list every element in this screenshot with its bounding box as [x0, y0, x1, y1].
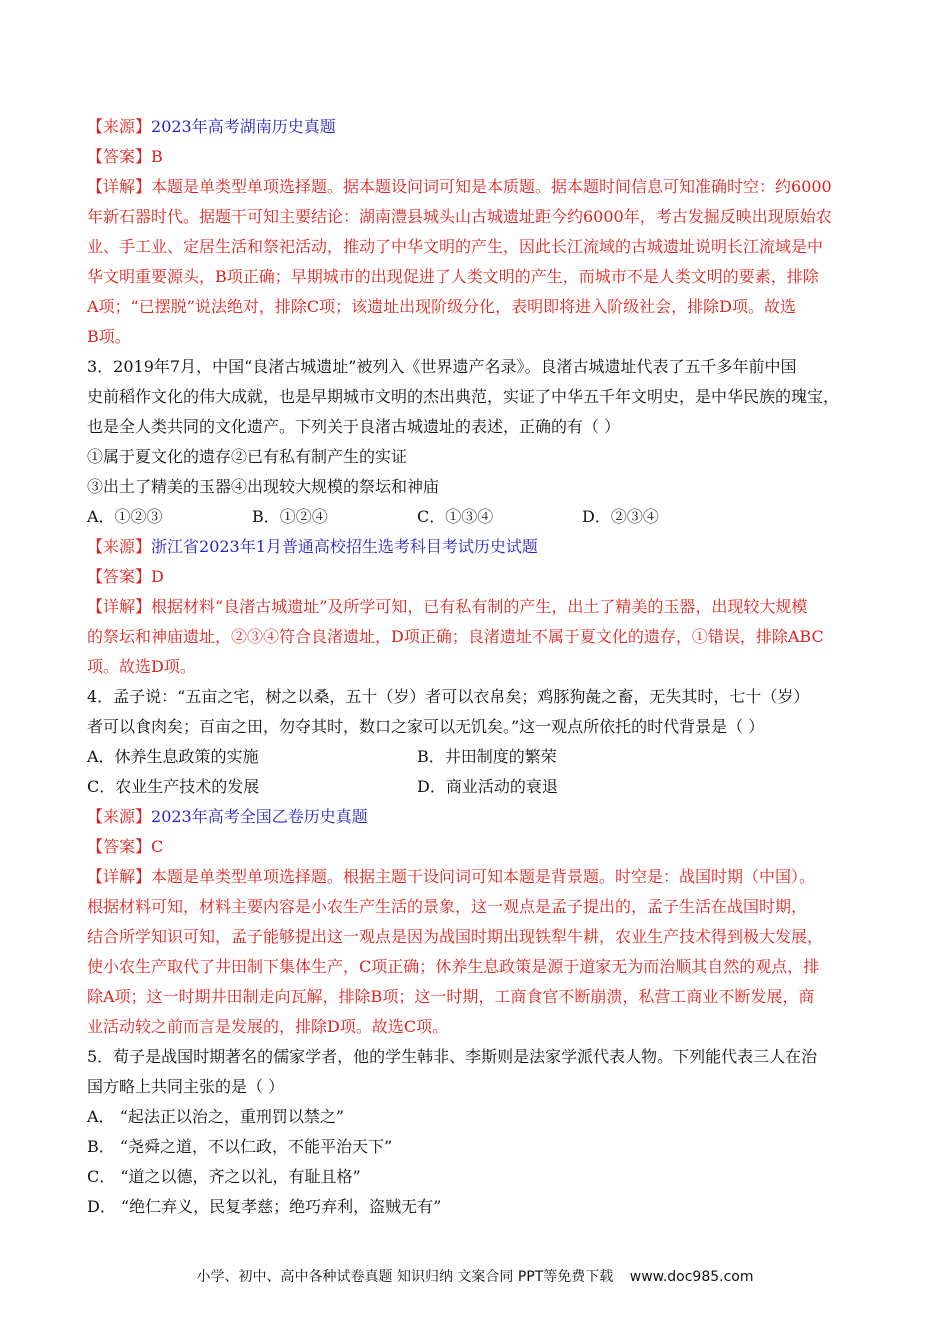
q4-stem-line: 4．孟子说：“五亩之宅，树之以桑，五十（岁）者可以衣帛矣；鸡豚狗彘之畜，无失其时，七十（岁） — [87, 687, 810, 706]
option-c: C．农业生产技术的发展 — [87, 777, 260, 796]
option-c: C．①③④ — [417, 507, 494, 526]
answer-tag: 【答案】 — [87, 567, 152, 586]
q4-detail-line: 业活动较之前而言是发展的，排除D项。故选C项。 — [87, 1017, 449, 1036]
source-text: 浙江省2023年1月普通高校招生选考科目考试历史试题 — [151, 537, 538, 556]
document-page — [87, 112, 867, 1222]
q2-detail-line: 【详解】本题是单类型单项选择题。据本题设问词可知是本质题。据本题时间信息可知准确时空：约6000 — [87, 177, 832, 196]
source-text: 2023年高考全国乙卷历史真题 — [151, 807, 368, 826]
q4-detail-line: 结合所学知识可知，孟子能够提出这一观点是因为战国时期出现铁犁牛耕，农业生产技术得到极大发展， — [87, 927, 824, 946]
q3-detail-line: 【详解】根据材料“良渚古城遗址”及所学可知，已有私有制的产生，出土了精美的玉器，出现较大规模 — [87, 597, 808, 616]
q2-detail-line: 华文明重要源头，B项正确；早期城市的出现促进了人类文明的产生，而城市不是人类文明的要素，排除 — [87, 267, 819, 286]
footer-slogan: 小学、初中、高中各种试卷真题 知识归纳 文案合同 PPT等免费下载 — [196, 1269, 614, 1285]
source-tag: 【来源】 — [87, 537, 152, 556]
q2-detail-line: A项；“已摆脱”说法绝对，排除C项；该遗址出现阶级分化，表明即将进入阶级社会，排除D项。故选 — [87, 297, 796, 316]
source-tag: 【来源】 — [87, 117, 152, 136]
q3-stem-line: 3．2019年7月，中国“良渚古城遗址”被列入《世界遗产名录》。良渚古城遗址代表了五千多年前中国 — [87, 357, 797, 376]
q4-options-row — [87, 772, 867, 802]
option-b: B．井田制度的繁荣 — [417, 747, 557, 766]
page-footer — [0, 1266, 950, 1286]
q3-options — [87, 502, 867, 532]
q4-detail-line: 使小农生产取代了井田制下集体生产，C项正确；休养生息政策是源于道家无为而治顺其自然的观点，排 — [87, 957, 820, 976]
option-c: C． “道之以德，齐之以礼，有耻且格” — [87, 1167, 361, 1186]
q3-stem-line: 史前稻作文化的伟大成就，也是早期城市文明的杰出典范，实证了中华五千年文明史，是中华民族的瑰宝， — [87, 387, 840, 406]
q4-answer — [87, 832, 867, 862]
option-a: A． “起法正以治之，重刑罚以禁之” — [87, 1107, 345, 1126]
q3-source — [87, 532, 867, 562]
q4-options-row — [87, 742, 867, 772]
option-d: D．商业活动的衰退 — [417, 777, 558, 796]
q2-detail-line: B项。 — [87, 327, 131, 346]
detail-tag: 【详解】 — [87, 597, 152, 616]
source-text: 2023年高考湖南历史真题 — [151, 117, 336, 136]
answer-text: C — [151, 837, 164, 856]
answer-text: D — [151, 567, 164, 586]
answer-text: B — [151, 147, 163, 166]
q2-detail-line: 业、手工业、定居生活和祭祀活动，推动了中华文明的产生，因此长江流域的古城遗址说明长江流域是中 — [87, 237, 824, 256]
option-b: B．①②④ — [252, 507, 328, 526]
q4-detail-line: 根据材料可知，材料主要内容是小农生产生活的景象，这一观点是孟子提出的，孟子生活在战国时期， — [87, 897, 808, 916]
source-tag: 【来源】 — [87, 807, 152, 826]
q3-stem-line: ①属于夏文化的遗存②已有私有制产生的实证 — [87, 447, 408, 466]
q4-stem-line: 者可以食肉矣；百亩之田，勿夺其时，数口之家可以无饥矣。”这一观点所依托的时代背景是（ ） — [87, 717, 765, 736]
option-a: A．休养生息政策的实施 — [87, 747, 259, 766]
q2-answer — [87, 142, 867, 172]
option-a: A．①②③ — [87, 507, 163, 526]
answer-tag: 【答案】 — [87, 147, 152, 166]
q3-detail-line: 的祭坛和神庙遗址，②③④符合良渚遗址，D项正确；良渚遗址不属于夏文化的遗存，①错误，排除ABC — [87, 627, 824, 646]
q3-stem-line: 也是全人类共同的文化遗产。下列关于良渚古城遗址的表述，正确的有（ ） — [87, 417, 621, 436]
q3-answer — [87, 562, 867, 592]
q3-stem-line: ③出土了精美的玉器④出现较大规模的祭坛和神庙 — [87, 477, 440, 496]
q4-source — [87, 802, 867, 832]
option-b: B． “尧舜之道，不以仁政，不能平治天下” — [87, 1137, 393, 1156]
q2-source — [87, 112, 867, 142]
q5-stem-line: 5．荀子是战国时期著名的儒家学者，他的学生韩非、李斯则是法家学派代表人物。下列能代表三人在治 — [87, 1047, 818, 1066]
q4-detail-line: 除A项；这一时期井田制走向瓦解，排除B项；这一时期，工商食官不断崩溃，私营工商业不断发展，商 — [87, 987, 815, 1006]
detail-tag: 【详解】 — [87, 177, 152, 196]
footer-url[interactable]: www.doc985.com — [629, 1269, 754, 1285]
q2-detail-line: 年新石器时代。据题干可知主要结论：湖南澧县城头山古城遗址距今约6000年，考古发掘反映出现原始农 — [87, 207, 832, 226]
q5-stem-line: 国方略上共同主张的是（ ） — [87, 1077, 285, 1096]
option-d: D．②③④ — [582, 507, 659, 526]
q4-detail-line: 【详解】本题是单类型单项选择题。根据主题干设问词可知本题是背景题。时空是：战国时期（中国）。 — [87, 867, 816, 886]
q3-detail-line: 项。故选D项。 — [87, 657, 196, 676]
detail-tag: 【详解】 — [87, 867, 152, 886]
answer-tag: 【答案】 — [87, 837, 152, 856]
option-d: D． “绝仁弃义，民复孝慈；绝巧弃利，盗贼无有” — [87, 1197, 442, 1216]
